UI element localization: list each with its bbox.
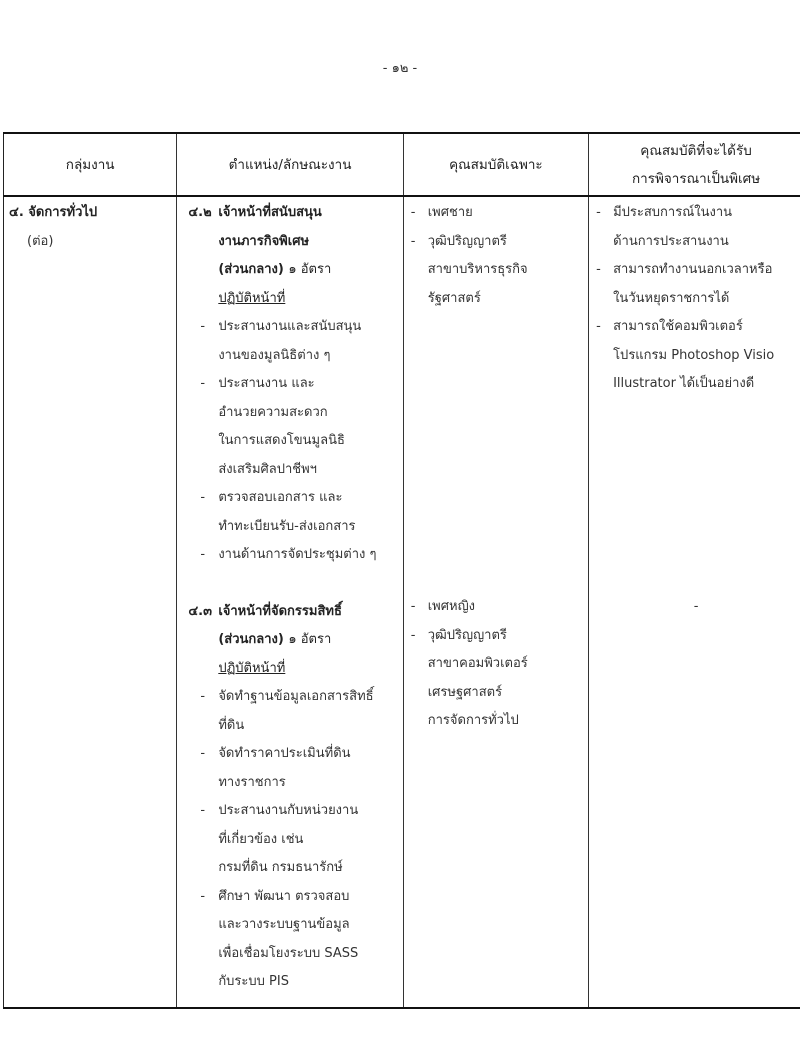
table-row <box>4 196 800 1008</box>
qualification-item: - วุฒิปริญญาตรี สาขาบริหารธุรกิจ รัฐศาสตร์ <box>410 233 528 306</box>
qualifications-4-3 <box>405 593 587 736</box>
duty-item: - จัดทำราคาประเมินที่ดิน ทางราชการ <box>200 746 351 790</box>
duty-item: - ศึกษา พัฒนา ตรวจสอบ และวางระบบฐานข้อมูล เพื่อเชื่อมโยงระบบ SASS กับระบบ PIS <box>200 888 359 989</box>
position-rate: ๑ อัตรา <box>288 632 332 647</box>
special-4-2 <box>590 199 800 399</box>
duty-label: ปฏิบัติหน้าที่ <box>218 660 286 676</box>
group-cell <box>4 196 177 1008</box>
duty-label: ปฏิบัติหน้าที่ <box>218 290 286 306</box>
header-group: กลุ่มงาน <box>4 133 177 196</box>
duty-item: - ประสานงานและสนับสนุน งานของมูลนิธิต่าง ๆ <box>200 319 362 363</box>
header-special-line1: คุณสมบัติที่จะได้รับ <box>640 142 752 159</box>
position-title-line: เจ้าหน้าที่จัดกรรมสิทธิ์ <box>218 603 342 619</box>
position-number: ๔.๒ <box>188 205 212 220</box>
qualifications-4-2 <box>405 199 587 313</box>
special-item: - สามารถใช้คอมพิวเตอร์ โปรแกรม Photoshop Visio Illustrator ได้เป็นอย่างดี <box>596 319 775 391</box>
group-title: ๔. จัดการทั่วไป <box>9 205 98 220</box>
table-header-row <box>4 133 800 196</box>
job-table <box>3 132 800 1009</box>
duty-item: - ตรวจสอบเอกสาร และ ทำทะเบียนรับ-ส่งเอกสาร <box>200 490 356 534</box>
header-qualifications: คุณสมบัติเฉพาะ <box>403 133 588 196</box>
qualification-item: - เพศชาย <box>410 205 473 220</box>
duty-item: - งานด้านการจัดประชุมต่าง ๆ <box>200 547 377 562</box>
page-number: - ๑๒ - <box>382 61 418 76</box>
position-4-2 <box>178 199 401 313</box>
qualifications-cell <box>403 196 588 1008</box>
special-item: - สามารถทำงานนอกเวลาหรือ ในวันหยุดราชการได้ <box>596 262 773 306</box>
position-4-3 <box>178 598 401 684</box>
position-cell <box>177 196 403 1008</box>
special-4-3-none: - <box>693 598 699 614</box>
position-number: ๔.๓ <box>188 603 212 619</box>
position-rate: ๑ อัตรา <box>288 262 332 277</box>
qualification-item: - วุฒิปริญญาตรี สาขาคอมพิวเตอร์ เศรษฐศาสตร์ การจัดการทั่วไป <box>410 627 528 728</box>
header-position: ตำแหน่ง/ลักษณะงาน <box>177 133 403 196</box>
position-title-line: เจ้าหน้าที่สนับสนุน <box>218 205 322 220</box>
group-continued: (ต่อ) <box>27 233 54 249</box>
header-special <box>589 133 800 196</box>
duty-item: - ประสานงาน และ อำนวยความสะดวก ในการแสดงโขนมูลนิธิ ส่งเสริมศิลปาชีพฯ <box>200 376 345 477</box>
special-item: - มีประสบการณ์ในงาน ด้านการประสานงาน <box>596 205 733 249</box>
position-unit: (ส่วนกลาง) <box>218 262 284 277</box>
duty-item: - จัดทำฐานข้อมูลเอกสารสิทธิ์ ที่ดิน <box>200 689 374 733</box>
position-unit: (ส่วนกลาง) <box>218 632 284 647</box>
special-cell <box>589 196 800 1008</box>
duty-item: - ประสานงานกับหน่วยงาน ที่เกี่ยวข้อง เช่น กรมที่ดิน กรมธนารักษ์ <box>200 803 359 875</box>
qualification-item: - เพศหญิง <box>410 599 475 614</box>
position-title-line: งานภารกิจพิเศษ <box>218 233 310 249</box>
header-special-line2: การพิจารณาเป็นพิเศษ <box>631 170 761 187</box>
